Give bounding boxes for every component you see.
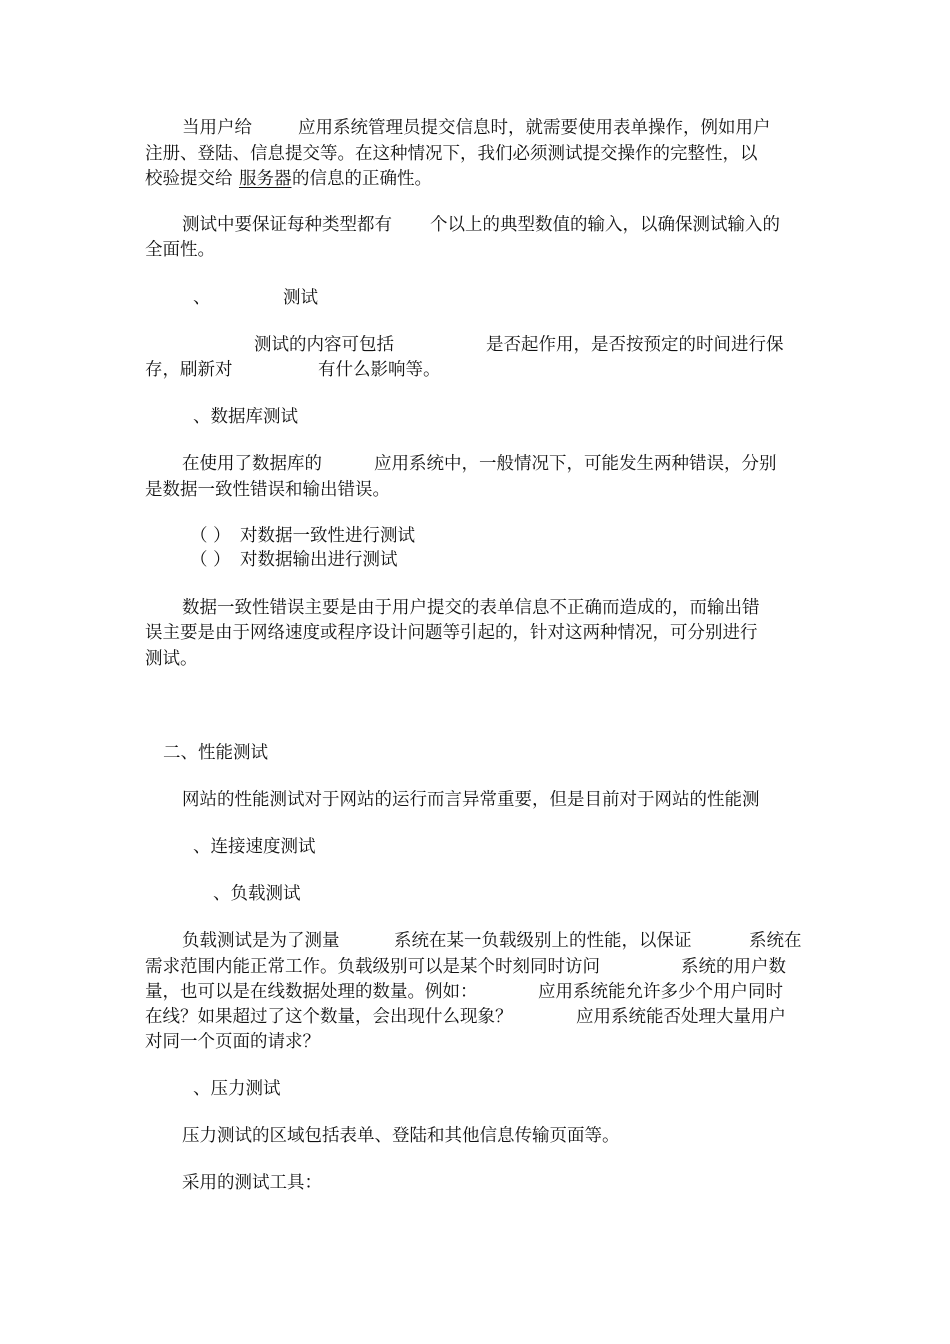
p7-line5: 对同一个页面的请求？ [145, 1032, 320, 1052]
p2-line1b: 个以上的典型数值的输入，以确保测试输入的 [430, 215, 780, 235]
heading-stress-test: 、压力测试 [193, 1079, 281, 1099]
p7-line3b: 应用系统能允许多少个用户同时 [538, 982, 783, 1002]
p8-line: 压力测试的区域包括表单、登陆和其他信息传输页面等。 [182, 1126, 620, 1146]
p1-line1b: 应用系统管理员提交信息时，就需要使用表单操作，例如用户 [298, 118, 771, 138]
p7-line1c: 系统在 [749, 931, 802, 951]
p2-line1a: 测试中要保证每种类型都有 [182, 215, 392, 235]
heading-cookies-sep: 、 [193, 288, 211, 308]
p7-line2a: 需求范围内能正常工作。负载级别可以是某个时刻同时访问 [145, 957, 600, 977]
heading-performance: 二、性能测试 [163, 743, 268, 763]
p3-line2b: 有什么影响等。 [318, 360, 441, 380]
p4-line1b: 应用系统中，一般情况下，可能发生两种错误，分别 [374, 454, 777, 474]
p7-line4b: 应用系统能否处理大量用户 [576, 1007, 786, 1027]
heading-connection-speed: 、连接速度测试 [193, 837, 316, 857]
p5-line2: 误主要是由于网络速度或程序设计问题等引起的，针对这两种情况，可分别进行 [145, 623, 758, 643]
p1-line1a: 当用户给 [182, 118, 252, 138]
p5-line3: 测试。 [145, 649, 198, 669]
p4-line2: 是数据一致性错误和输出错误。 [145, 480, 390, 500]
p9-line: 采用的测试工具： [182, 1173, 322, 1193]
heading-database: 、数据库测试 [193, 407, 298, 427]
p3-line2a: 存，刷新对 [145, 360, 233, 380]
heading-load-test: 、负载测试 [213, 884, 301, 904]
p1-line3b: 的信息的正确性。 [292, 169, 432, 189]
p4-line1a: 在使用了数据库的 [182, 454, 322, 474]
p5-line1: 数据一致性错误主要是由于用户提交的表单信息不正确而造成的，而输出错 [182, 598, 760, 618]
list-item-2: 对数据输出进行测试 [240, 550, 398, 570]
p2-line2: 全面性。 [145, 240, 215, 260]
heading-cookies: 测试 [283, 288, 318, 308]
server-link[interactable]: 服务器 [239, 169, 292, 189]
p6-line: 网站的性能测试对于网站的运行而言异常重要，但是目前对于网站的性能测 [182, 790, 760, 810]
p3-line1b: 是否起作用，是否按预定的时间进行保 [486, 335, 784, 355]
p3-line1a: 测试的内容可包括 [254, 335, 394, 355]
p1-line3a: 校验提交给 [145, 169, 233, 189]
list-mark-2: （ ） [190, 550, 231, 570]
list-item-1: 对数据一致性进行测试 [240, 526, 415, 546]
p7-line4a: 在线？如果超过了这个数量，会出现什么现象？ [145, 1007, 513, 1027]
p7-line3a: 量，也可以是在线数据处理的数量。例如： [145, 982, 478, 1002]
list-mark-1: （ ） [190, 526, 231, 546]
p7-line1b: 系统在某一负载级别上的性能，以保证 [394, 931, 692, 951]
p7-line1a: 负载测试是为了测量 [182, 931, 340, 951]
p1-line2: 注册、登陆、信息提交等。在这种情况下，我们必须测试提交操作的完整性，以 [145, 144, 758, 164]
p7-line2b: 系统的用户数 [681, 957, 786, 977]
